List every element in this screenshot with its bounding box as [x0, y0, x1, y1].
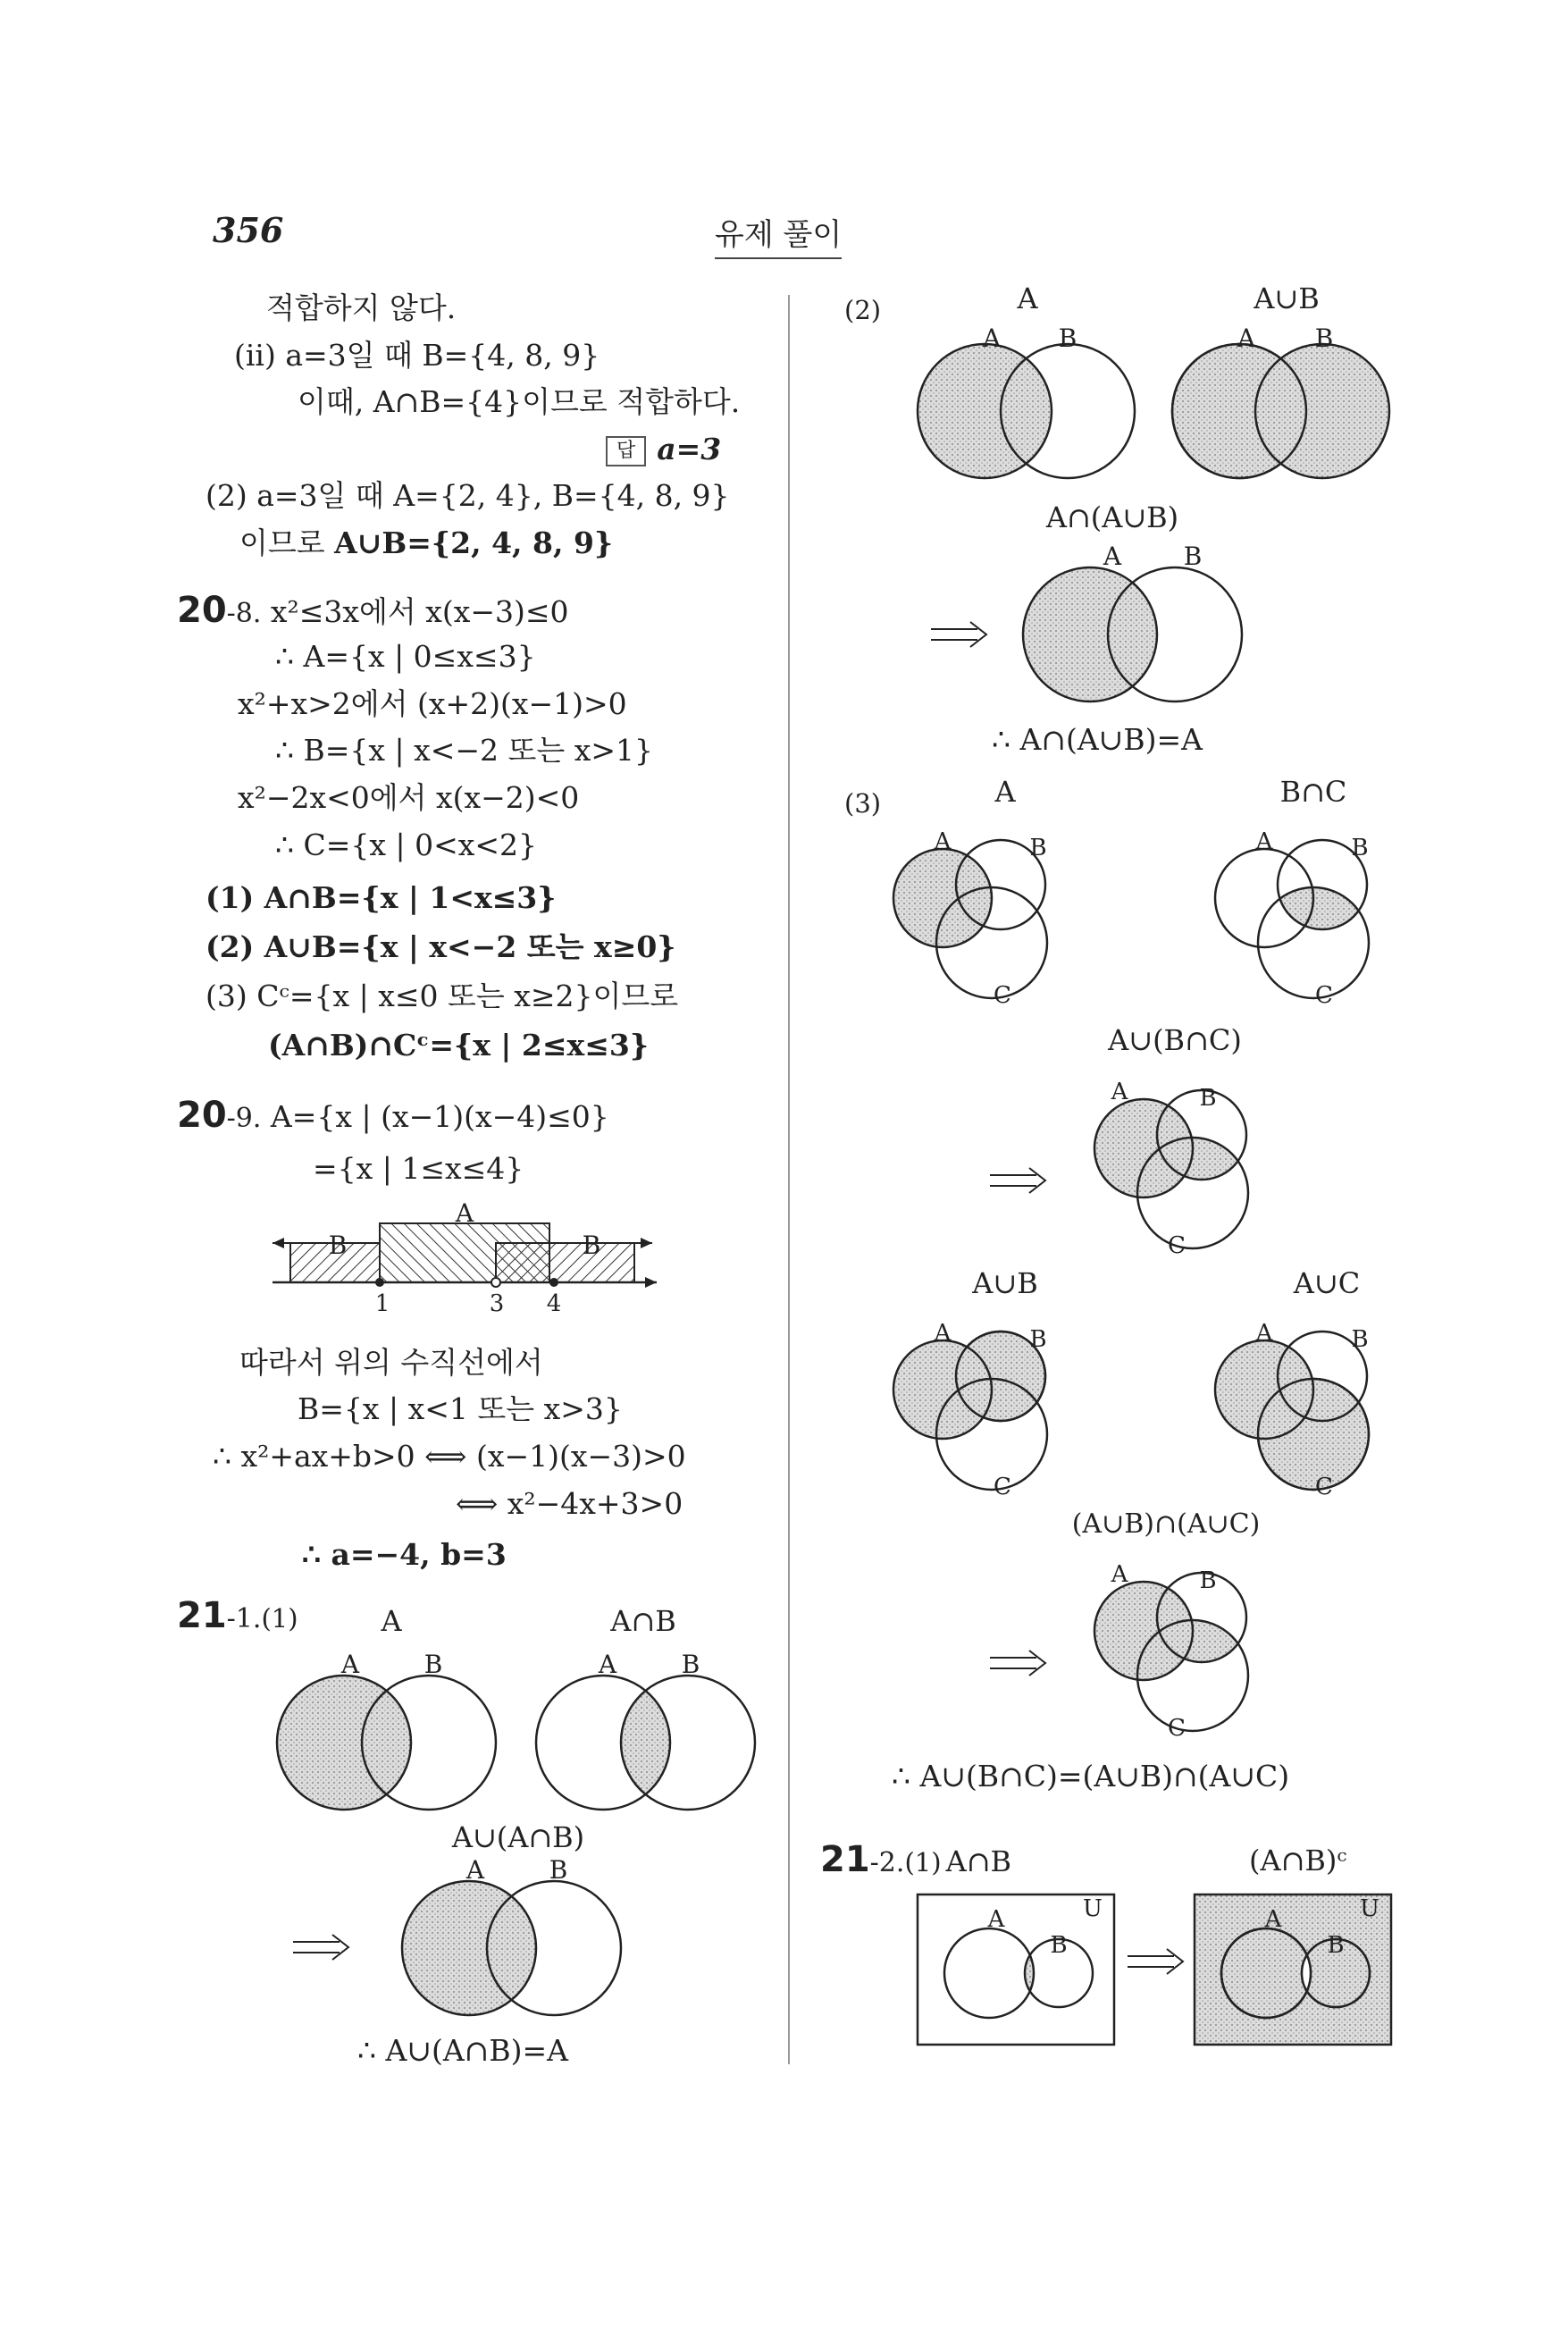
- label-b: B: [1183, 542, 1203, 571]
- label-u: U: [1360, 1895, 1379, 1922]
- answer-line: [606, 432, 721, 467]
- arrow-right-icon: [645, 1277, 657, 1288]
- answer-value: a=3: [657, 432, 722, 466]
- answer-line: (A∩B)∩Cᶜ={x | 2≤x≤3}: [268, 1028, 650, 1063]
- text-line: 이때, A∩B={4}이므로 적합하다.: [298, 384, 741, 419]
- open-point: [491, 1278, 500, 1287]
- tick-label: 3: [489, 1290, 505, 1317]
- set-a-circle: [1215, 1340, 1313, 1439]
- set-a-circle: [402, 1881, 536, 2015]
- label-b: B: [1199, 1085, 1217, 1112]
- venn-part2-top: [902, 281, 1412, 496]
- answer-line: (2) A∪B={x | x<−2 또는 x≥0}: [205, 929, 676, 964]
- page-number: 356: [213, 210, 284, 250]
- label-c: C: [1315, 1474, 1333, 1500]
- text-line: x²−2x<0에서 x(x−2)<0: [238, 780, 580, 815]
- venn3-a: [902, 773, 1108, 1014]
- text-line: A={x | (x−1)(x−4)≤0}: [261, 1099, 609, 1134]
- label-b: B: [1351, 1326, 1369, 1353]
- diagram-title: A∩B: [610, 1604, 676, 1638]
- label-b: B: [1351, 835, 1369, 861]
- label-a: A: [1111, 1079, 1128, 1105]
- label-a: A: [934, 828, 952, 855]
- number-line-diagram: [268, 1198, 661, 1318]
- venn-universe-a-cap-b: [916, 1884, 1121, 2046]
- part-label: (1): [261, 1603, 298, 1634]
- closed-point: [375, 1278, 384, 1287]
- part-label: (2): [844, 295, 882, 325]
- label-b: B: [681, 1650, 700, 1679]
- diagram-title: (A∪B)∩(A∪C): [1071, 1508, 1261, 1540]
- tick-label: 4: [546, 1290, 562, 1317]
- label-a: A: [1255, 828, 1273, 855]
- text-line: (2) a=3일 때 A={2, 4}, B={4, 8, 9}: [205, 478, 730, 513]
- text-line: ={x | 1≤x≤4}: [313, 1151, 524, 1186]
- diagram-title: A∪(B∩C): [1108, 1023, 1242, 1057]
- text-line: [239, 525, 613, 561]
- page-title: 유제 풀이: [715, 210, 842, 259]
- text-line: (ii) a=3일 때 B={4, 8, 9}: [234, 338, 600, 373]
- problem-heading-20-8: [177, 590, 569, 631]
- label-a: A: [934, 1320, 952, 1347]
- venn-a-cap-b: [527, 1604, 795, 1836]
- set-b-right-region: [496, 1243, 634, 1282]
- text-line: x²≤3x에서 x(x−3)≤0: [261, 594, 569, 629]
- venn3-result: [983, 1506, 1278, 1747]
- answer-line: ∴ a=−4, b=3: [302, 1537, 507, 1572]
- text-line: ∴ x²+ax+b>0 ⟺ (x−1)(x−3)>0: [213, 1439, 686, 1474]
- label-a: A: [340, 1650, 360, 1679]
- label-b: B: [423, 1650, 443, 1679]
- label-u: U: [1083, 1895, 1103, 1922]
- answer-badge: 답: [606, 436, 646, 466]
- problem-number: 21-1.: [177, 1595, 262, 1636]
- label-b: B: [1029, 1326, 1047, 1353]
- label-b: B: [1050, 1932, 1068, 1959]
- conclusion: ∴ A∩(A∪B)=A: [992, 722, 1203, 757]
- set-a-circle: [918, 344, 1052, 478]
- text-line: (3) Cᶜ={x | x≤0 또는 x≥2}이므로: [205, 979, 679, 1013]
- venn3-a-cup-b: [902, 1264, 1108, 1506]
- set-a-circle: [1023, 567, 1157, 701]
- text-fragment: 이므로: [239, 525, 335, 560]
- label-c: C: [1315, 982, 1333, 1009]
- label-c: C: [1168, 1232, 1186, 1259]
- diagram-title: A∪B: [1254, 281, 1320, 315]
- diagram-title: A∪B: [972, 1266, 1038, 1300]
- venn-a-cup-a-cap-b: [286, 1819, 661, 2042]
- label-b: B: [549, 1855, 568, 1885]
- label-b: B: [1327, 1932, 1345, 1959]
- text-line: ∴ C={x | 0<x<2}: [275, 827, 537, 862]
- label-a: A: [982, 323, 1002, 353]
- diagram-title: A: [1017, 281, 1038, 315]
- problem-number: 21-2.: [820, 1839, 905, 1880]
- label-b: B: [582, 1231, 601, 1260]
- text-line: ⟺ x²−4x+3>0: [456, 1486, 683, 1521]
- set-a-circle: [277, 1676, 411, 1810]
- label-a: A: [1264, 1906, 1282, 1933]
- label-c: C: [1168, 1715, 1186, 1742]
- diagram-title: A∪(A∩B): [451, 1820, 585, 1854]
- set-a-circle: [1094, 1582, 1193, 1680]
- answer-line: (1) A∩B={x | 1<x≤3}: [205, 880, 557, 915]
- part-label: (3): [844, 788, 882, 819]
- closed-point: [549, 1278, 558, 1287]
- label-a: A: [598, 1650, 617, 1679]
- implies-arrow-icon: [1029, 1168, 1045, 1193]
- tick-label: 1: [374, 1290, 390, 1317]
- set-a-circle: [893, 849, 992, 947]
- set-a-circle: [1094, 1099, 1193, 1197]
- label-b: B: [328, 1231, 348, 1260]
- label-a: A: [1103, 542, 1122, 571]
- label-c: C: [994, 982, 1011, 1009]
- venn3-b-cap-c: [1224, 773, 1430, 1014]
- diagram-title: B∩C: [1279, 775, 1347, 809]
- diagram-title: A∪C: [1293, 1266, 1361, 1300]
- set-a-circle: [893, 1340, 992, 1439]
- label-a: A: [987, 1906, 1005, 1933]
- text-line: 따라서 위의 수직선에서: [239, 1345, 543, 1380]
- implies-arrow-icon: [970, 622, 986, 647]
- venn3-a-cup-c: [1224, 1264, 1430, 1506]
- problem-heading-20-9: [177, 1095, 609, 1136]
- label-a: A: [455, 1198, 474, 1228]
- diagram-title: A: [381, 1604, 402, 1638]
- diagram-title: A∩(A∪B): [1045, 500, 1179, 534]
- venn3-a-cup-b-cap-c: [983, 1023, 1278, 1264]
- text-line: ∴ B={x | x<−2 또는 x>1}: [275, 733, 653, 768]
- conclusion: ∴ A∪(B∩C)=(A∪B)∩(A∪C): [892, 1759, 1290, 1794]
- implies-arrow-icon: [332, 1935, 348, 1960]
- text-line: ∴ A={x | 0≤x≤3}: [275, 639, 536, 674]
- diagram-title: A: [994, 775, 1016, 809]
- label-a: A: [1111, 1561, 1128, 1588]
- label-a: A: [1237, 323, 1256, 353]
- label-b: B: [1029, 835, 1047, 861]
- text-line: x²+x>2에서 (x+2)(x−1)>0: [238, 686, 627, 721]
- problem-number: 20-8.: [177, 590, 262, 631]
- implies-arrow-icon: [1029, 1651, 1045, 1676]
- venn-part2-result: [920, 500, 1295, 715]
- implies-arrow-icon: [1124, 1944, 1195, 1979]
- set-b-circle: [1255, 344, 1389, 478]
- label-a: A: [1255, 1320, 1273, 1347]
- label-a: A: [465, 1855, 485, 1885]
- label-b: B: [1058, 323, 1077, 353]
- text-line: 적합하지 않다.: [266, 290, 457, 325]
- text-line: B={x | x<1 또는 x>3}: [298, 1391, 623, 1426]
- conclusion: ∴ A∪(A∩B)=A: [357, 2033, 568, 2068]
- answer-expression: A∪B={2, 4, 8, 9}: [334, 525, 614, 560]
- label-b: B: [1314, 323, 1334, 353]
- problem-number: 20-9.: [177, 1095, 262, 1136]
- label-c: C: [994, 1474, 1011, 1500]
- venn-universe-complement: [1193, 1884, 1398, 2046]
- diagram-title: (A∩B)ᶜ: [1249, 1844, 1347, 1878]
- label-b: B: [1199, 1567, 1217, 1594]
- diagram-title: A∩B: [945, 1844, 1012, 1878]
- problem-heading-21-2: [820, 1839, 1011, 1880]
- part-label: (1): [904, 1847, 942, 1878]
